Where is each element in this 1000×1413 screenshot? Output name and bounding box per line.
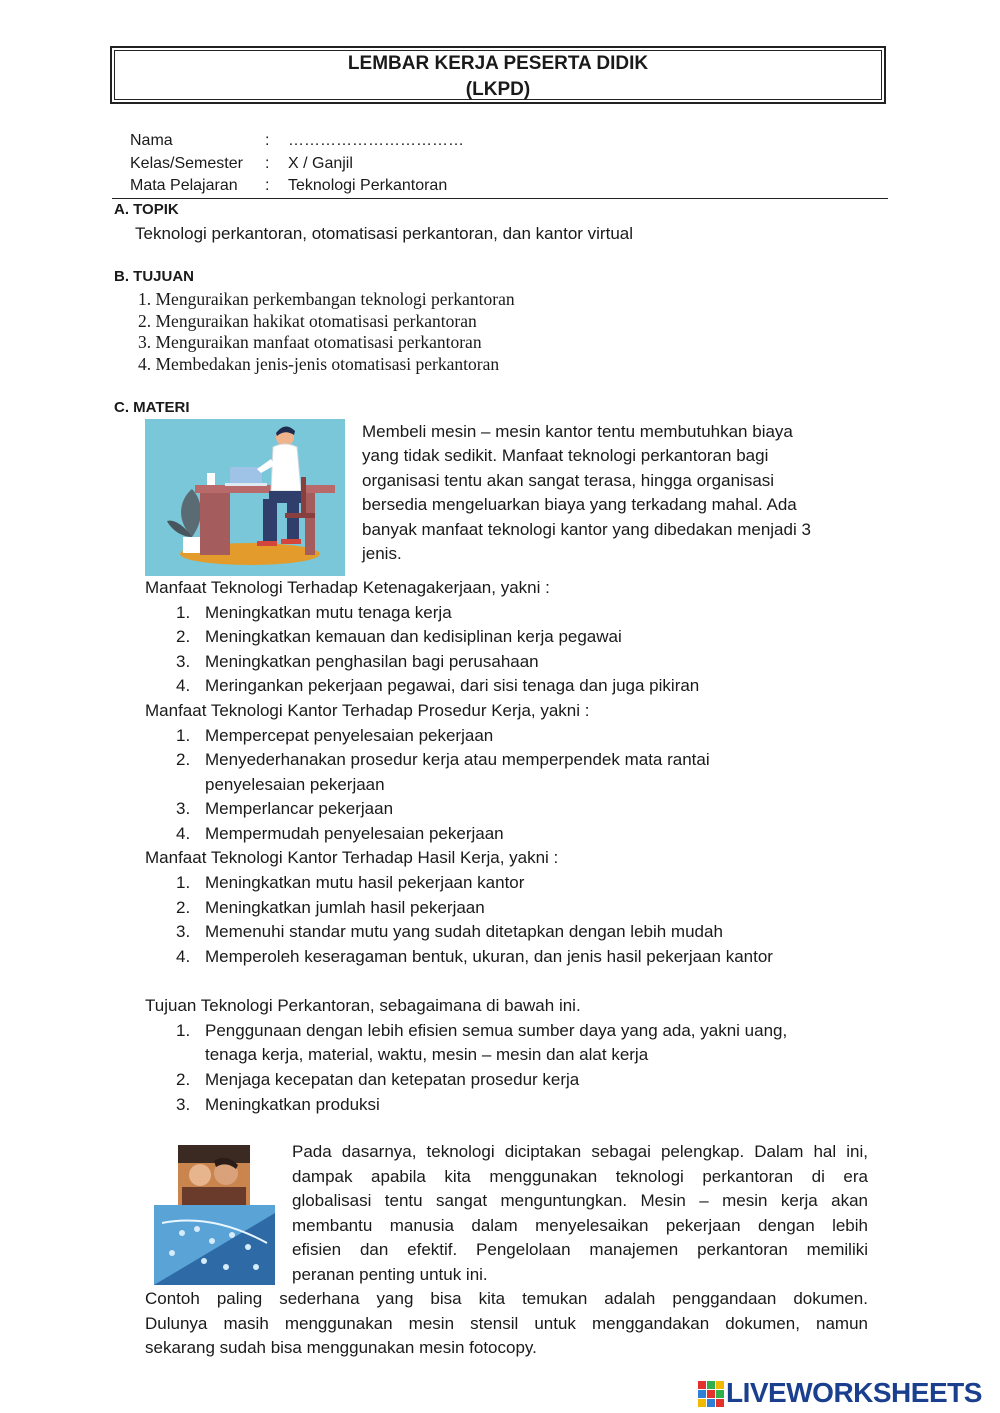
liveworksheets-logo bbox=[698, 1379, 994, 1409]
identity-row-name bbox=[0, 130, 1000, 152]
intro-line: jenis. bbox=[362, 544, 402, 563]
list-number: 3. bbox=[176, 652, 191, 671]
intro-line: yang tidak sedikit. Manfaat teknologi perkantoran bagi bbox=[362, 446, 769, 465]
list-number: 2. bbox=[176, 1070, 191, 1089]
objective-item: 1. Menguraikan perkembangan teknologi perkantoran bbox=[138, 289, 515, 309]
identity-value: Teknologi Perkantoran bbox=[288, 177, 448, 194]
list-number: 2. bbox=[176, 627, 191, 646]
list-item: Meningkatkan penghasilan bagi perusahaan bbox=[205, 652, 539, 671]
intro-line: bersedia mengeluarkan biaya yang terkadang mahal. Ada bbox=[362, 495, 797, 514]
list-number: 3. bbox=[176, 799, 191, 818]
objective-item: 3. Menguraikan manfaat otomatisasi perkantoran bbox=[138, 332, 482, 352]
closing-line: globalisasi tentu sangat menguntungkan. Mesin – mesin kerja akan bbox=[292, 1191, 868, 1210]
worksheet-title-box bbox=[110, 46, 886, 104]
list-item: Menyederhanakan prosedur kerja atau memperpendek mata rantai bbox=[205, 750, 710, 769]
list-item: Meningkatkan produksi bbox=[205, 1095, 380, 1114]
closing-line: efisien dan efektif. Pengelolaan manajemen perkantoran memiliki bbox=[292, 1240, 868, 1259]
identity-label: Kelas/Semester bbox=[130, 155, 243, 172]
list-item: Meningkatkan mutu hasil pekerjaan kantor bbox=[205, 873, 525, 892]
liveworksheets-grid-icon bbox=[698, 1381, 724, 1407]
final-line: sekarang sudah bisa menggunakan mesin fotocopy. bbox=[145, 1338, 537, 1357]
worksheet-subtitle: (LKPD) bbox=[465, 79, 531, 100]
list-number: 1. bbox=[176, 1021, 191, 1040]
closing-line: dampak apabila kita menggunakan teknologi perkantoran di era bbox=[292, 1167, 868, 1186]
closing-line: Pada dasarnya, teknologi diciptakan sebagai pelengkap. Dalam hal ini, bbox=[292, 1142, 868, 1161]
section-a-text: Teknologi perkantoran, otomatisasi perkantoran, dan kantor virtual bbox=[135, 224, 634, 243]
list-item: Memperoleh keseragaman bentuk, ukuran, dan jenis hasil pekerjaan kantor bbox=[205, 947, 773, 966]
list-item: Penggunaan dengan lebih efisien semua sumber daya yang ada, yakni uang, bbox=[205, 1021, 788, 1040]
closing-line: membantu manusia dalam menyelesaikan pekerjaan dengan lebih bbox=[292, 1216, 868, 1235]
technology-collage-image bbox=[152, 1143, 277, 1286]
identity-colon: : bbox=[265, 155, 270, 172]
office-worker-illustration bbox=[145, 419, 345, 576]
identity-label: Mata Pelajaran bbox=[130, 177, 238, 194]
group-title: Manfaat Teknologi Kantor Terhadap Prosedur Kerja, yakni : bbox=[145, 701, 590, 720]
list-number: 1. bbox=[176, 873, 191, 892]
list-item: Meningkatkan mutu tenaga kerja bbox=[205, 603, 452, 622]
final-line: Contoh paling sederhana yang bisa kita temukan adalah penggandaan dokumen. bbox=[145, 1289, 868, 1308]
identity-row-class bbox=[0, 153, 1000, 175]
list-item-continuation: penyelesaian pekerjaan bbox=[205, 775, 385, 794]
list-item: Meningkatkan jumlah hasil pekerjaan bbox=[205, 898, 485, 917]
list-number: 2. bbox=[176, 750, 191, 769]
identity-row-subject bbox=[0, 175, 1000, 197]
list-item: Memperlancar pekerjaan bbox=[205, 799, 394, 818]
section-b-heading: B. TUJUAN bbox=[114, 268, 195, 285]
identity-colon: : bbox=[265, 177, 270, 194]
list-item-continuation: tenaga kerja, material, waktu, mesin – mesin dan alat kerja bbox=[205, 1045, 649, 1064]
group-title: Tujuan Teknologi Perkantoran, sebagaimana di bawah ini. bbox=[145, 996, 581, 1015]
list-item: Menjaga kecepatan dan ketepatan prosedur kerja bbox=[205, 1070, 580, 1089]
closing-line: peranan penting untuk ini. bbox=[292, 1265, 488, 1284]
group-title: Manfaat Teknologi Kantor Terhadap Hasil Kerja, yakni : bbox=[145, 848, 559, 867]
list-number: 3. bbox=[176, 1095, 191, 1114]
section-c-heading: C. MATERI bbox=[114, 399, 190, 416]
list-number: 1. bbox=[176, 603, 191, 622]
identity-label: Nama bbox=[130, 132, 173, 149]
list-item: Memenuhi standar mutu yang sudah ditetapkan dengan lebih mudah bbox=[205, 922, 723, 941]
list-number: 2. bbox=[176, 898, 191, 917]
section-a-heading: A. TOPIK bbox=[114, 201, 179, 218]
objective-item: 4. Membedakan jenis-jenis otomatisasi perkantoran bbox=[138, 354, 500, 374]
list-item: Meringankan pekerjaan pegawai, dari sisi tenaga dan juga pikiran bbox=[205, 676, 700, 695]
list-number: 3. bbox=[176, 922, 191, 941]
liveworksheets-wordmark: LIVEWORKSHEETS bbox=[726, 1377, 982, 1408]
intro-line: organisasi tentu akan sangat terasa, hingga organisasi bbox=[362, 471, 775, 490]
objective-item: 2. Menguraikan hakikat otomatisasi perkantoran bbox=[138, 311, 477, 331]
divider bbox=[112, 198, 888, 199]
identity-colon: : bbox=[265, 132, 270, 149]
intro-line: banyak manfaat teknologi kantor yang dibedakan menjadi 3 bbox=[362, 520, 811, 539]
list-item: Mempermudah penyelesaian pekerjaan bbox=[205, 824, 504, 843]
name-field[interactable]: …………………………… bbox=[288, 132, 464, 149]
group-title: Manfaat Teknologi Terhadap Ketenagakerjaan, yakni : bbox=[145, 578, 550, 597]
worksheet-title: LEMBAR KERJA PESERTA DIDIK bbox=[347, 53, 649, 74]
list-number: 4. bbox=[176, 824, 191, 843]
list-item: Meningkatkan kemauan dan kedisiplinan kerja pegawai bbox=[205, 627, 622, 646]
intro-line: Membeli mesin – mesin kantor tentu membutuhkan biaya bbox=[362, 422, 793, 441]
list-number: 4. bbox=[176, 947, 191, 966]
identity-value: X / Ganjil bbox=[288, 155, 353, 172]
list-number: 4. bbox=[176, 676, 191, 695]
list-number: 1. bbox=[176, 726, 191, 745]
list-item: Mempercepat penyelesaian pekerjaan bbox=[205, 726, 494, 745]
final-line: Dulunya masih menggunakan mesin stensil untuk menggandakan dokumen, namun bbox=[145, 1314, 868, 1333]
